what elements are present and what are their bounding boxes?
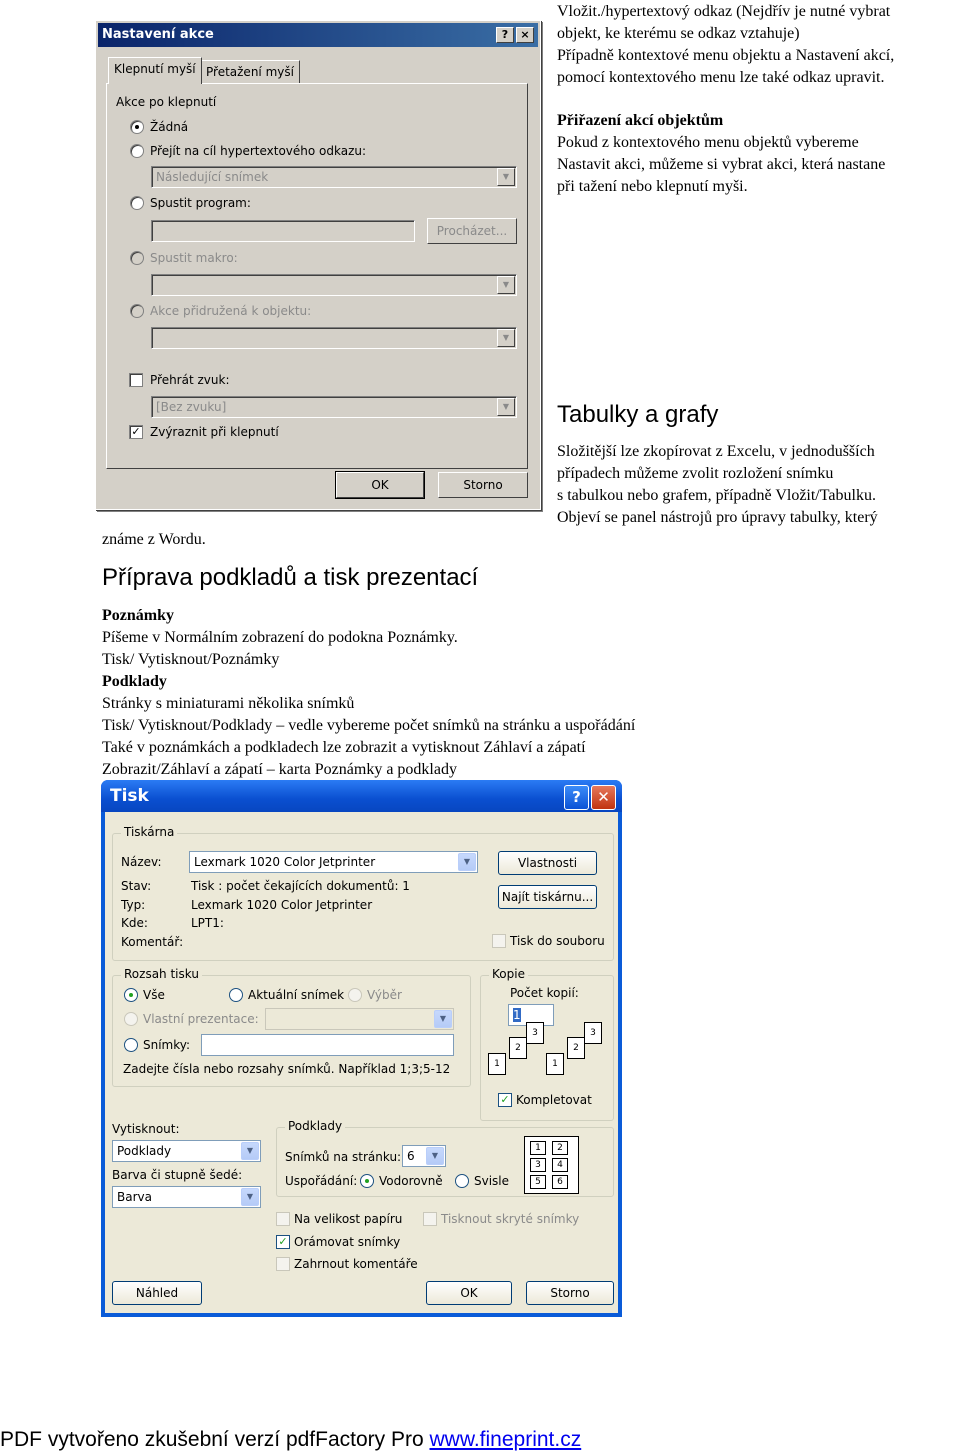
group-label: Podklady [285, 1119, 345, 1133]
print-to-file-label: Tisk do souboru [510, 934, 605, 948]
include-comments-label: Zahrnout komentáře [294, 1257, 418, 1271]
text-line: Objeví se panel nástrojů pro úpravy tabulky, který [557, 509, 878, 526]
chevron-down-icon[interactable]: ▼ [241, 1188, 259, 1206]
text-line: objekt, ke kterému se odkaz vztahuje) [557, 25, 800, 42]
print-dialog [101, 780, 622, 1317]
radio-current-slide-label: Aktuální snímek [248, 988, 345, 1002]
page-icon: 1 [488, 1053, 506, 1075]
mini-slide: 5 [530, 1175, 546, 1189]
comment-label: Komentář: [121, 935, 184, 949]
chevron-down-icon[interactable]: ▼ [497, 168, 515, 186]
macro-select[interactable] [151, 274, 517, 296]
radio-hyperlink-label: Přejít na cíl hypertextového odkazu: [150, 144, 367, 158]
order-label: Uspořádání: [285, 1174, 358, 1188]
footer-link[interactable]: www.fineprint.cz [429, 1428, 582, 1451]
radio-object-action[interactable] [130, 304, 144, 318]
radio-program-label: Spustit program: [150, 196, 251, 210]
radio-all-label: Vše [143, 988, 165, 1002]
action-settings-dialog [95, 20, 541, 510]
select-value: [Bez zvuku] [156, 400, 227, 414]
object-action-select[interactable] [151, 327, 517, 349]
include-comments-checkbox[interactable] [276, 1257, 290, 1271]
radio-custom-show[interactable] [124, 1012, 138, 1026]
radio-slides-label: Snímky: [143, 1038, 191, 1052]
pdf-footer [0, 1426, 581, 1454]
text-line: pomocí kontextového menu lze také odkaz upravit. [557, 69, 885, 86]
handouts-heading: Podklady [102, 673, 167, 690]
per-page-label: Snímků na stránku: [285, 1150, 402, 1164]
ok-button[interactable]: OK [426, 1281, 512, 1305]
dialog-title: Nastavení akce [102, 27, 214, 42]
dialog-body [105, 812, 618, 1313]
chevron-down-icon[interactable]: ▼ [497, 329, 515, 347]
printer-name-select[interactable] [189, 851, 478, 873]
custom-show-select[interactable] [265, 1008, 454, 1030]
frame-slides-label: Orámovat snímky [294, 1235, 401, 1249]
mini-slide: 3 [530, 1158, 546, 1172]
group-label: Tiskárna [121, 825, 177, 839]
where-label: Kde: [121, 916, 148, 930]
group-label: Kopie [489, 967, 528, 981]
scale-to-paper-label: Na velikost papíru [294, 1212, 403, 1226]
help-button[interactable]: ? [496, 27, 514, 43]
radio-horizontal-label: Vodorovně [379, 1174, 443, 1188]
slides-input[interactable] [201, 1034, 454, 1056]
find-printer-button[interactable]: Najít tiskárnu... [498, 885, 597, 909]
collate-checkbox[interactable]: ✓ [498, 1093, 512, 1107]
tables-heading: Tabulky a grafy [557, 401, 719, 428]
dialog-titlebar [101, 780, 622, 812]
radio-macro[interactable] [130, 251, 144, 265]
print-to-file-checkbox[interactable] [492, 934, 506, 948]
notes-heading: Poznámky [102, 607, 174, 624]
select-value: Barva [117, 1190, 152, 1204]
text-line: případech můžeme zvolit rozložení snímku [557, 465, 834, 482]
text-line: Tisk/ Vytisknout/Podklady – vedle vybereme počet snímků na stránku a uspořádání [102, 717, 636, 734]
close-button[interactable]: ✕ [591, 785, 616, 810]
prep-body [102, 605, 862, 781]
print-what-select[interactable] [112, 1140, 261, 1162]
mini-slide: 4 [552, 1158, 568, 1172]
ok-button[interactable]: OK [336, 472, 424, 498]
text-line: Složitější lze zkopírovat z Excelu, v jednodušších [557, 443, 875, 460]
help-button[interactable]: ? [564, 785, 589, 810]
radio-hyperlink[interactable] [130, 144, 144, 158]
where-value: LPT1: [191, 916, 224, 930]
per-page-select[interactable] [402, 1145, 446, 1167]
assign-heading: Přiřazení akcí objektům [557, 112, 724, 129]
text-line: Také v poznámkách a podkladech lze zobrazit a vytisknout Záhlaví a zápatí [102, 739, 586, 756]
status-value: Tisk : počet čekajících dokumentů: 1 [191, 879, 410, 893]
radio-program[interactable] [130, 196, 144, 210]
text-line: při tažení nebo klepnutí myši. [557, 178, 748, 195]
footer-text: PDF vytvořeno zkušební verzí pdfFactory Pro [0, 1428, 430, 1451]
highlight-label: Zvýraznit při klepnutí [150, 425, 279, 439]
chevron-down-icon[interactable]: ▼ [241, 1142, 259, 1160]
select-value: Lexmark 1020 Color Jetprinter [194, 855, 376, 869]
color-select[interactable] [112, 1186, 261, 1208]
dialog-title: Tisk [110, 786, 149, 806]
radio-macro-label: Spustit makro: [150, 251, 238, 265]
text-line: Stránky s miniaturami několika snímků [102, 695, 355, 712]
tab-label: Přetažení myší [206, 65, 294, 79]
text-line: Vložit./hypertextový odkaz (Nejdřív je nutné vybrat [557, 3, 891, 20]
radio-horizontal[interactable] [360, 1174, 374, 1188]
status-label: Stav: [121, 879, 152, 893]
text-line: Pokud z kontextového menu objektů vybereme [557, 134, 859, 151]
page-icon: 2 [567, 1037, 585, 1059]
group-label: Rozsah tisku [121, 967, 202, 981]
frame-slides-checkbox[interactable]: ✓ [276, 1235, 290, 1249]
highlight-checkbox[interactable]: ✓ [129, 425, 143, 439]
mini-slide: 6 [552, 1175, 568, 1189]
hyperlink-select[interactable] [151, 166, 517, 188]
print-hidden-checkbox[interactable] [423, 1212, 437, 1226]
page-icon: 1 [546, 1053, 564, 1075]
tab-mouse-over[interactable] [200, 60, 300, 84]
chevron-down-icon[interactable]: ▼ [434, 1010, 452, 1028]
print-what-label: Vytisknout: [112, 1122, 180, 1136]
dialog-titlebar [98, 23, 538, 47]
radio-none[interactable] [130, 120, 144, 134]
radio-vertical[interactable] [455, 1174, 469, 1188]
properties-button[interactable]: Vlastnosti [498, 851, 597, 875]
name-label: Název: [121, 855, 162, 869]
radio-none-label: Žádná [150, 120, 189, 134]
radio-selection[interactable] [348, 988, 362, 1002]
tables-paragraph [557, 441, 957, 529]
tab-label: Klepnutí myší [114, 62, 196, 76]
prep-heading: Příprava podkladů a tisk prezentací [102, 564, 479, 591]
text-line: Tisk/ Vytisknout/Poznámky [102, 651, 280, 668]
sound-select[interactable] [151, 396, 517, 418]
select-value: Následující snímek [156, 170, 269, 184]
select-value: 6 [407, 1149, 415, 1163]
program-input[interactable] [151, 220, 415, 242]
play-sound-label: Přehrát zvuk: [150, 373, 230, 387]
copies-label: Počet kopií: [510, 986, 579, 1000]
page-icon: 3 [526, 1022, 544, 1044]
chevron-down-icon[interactable]: ▼ [426, 1147, 444, 1165]
print-hidden-label: Tisknout skryté snímky [441, 1212, 580, 1226]
hyperlink-paragraph [557, 1, 957, 89]
page-icon: 2 [509, 1037, 527, 1059]
radio-slides[interactable] [124, 1038, 138, 1052]
range-hint: Zadejte čísla nebo rozsahy snímků. Například 1;3;5-12 [123, 1062, 451, 1076]
radio-vertical-label: Svisle [474, 1174, 510, 1188]
close-button[interactable]: × [516, 27, 534, 43]
mini-slide: 1 [530, 1141, 546, 1155]
group-label: Akce po klepnutí [116, 95, 217, 109]
preview-button[interactable]: Náhled [112, 1281, 202, 1305]
tab-mouse-click[interactable] [108, 57, 202, 84]
copies-value: 1 [513, 1008, 521, 1022]
radio-object-action-label: Akce přidružená k objektu: [150, 304, 312, 318]
radio-custom-show-label: Vlastní prezentace: [143, 1012, 259, 1026]
text-line: Nastavit akci, můžeme si vybrat akci, která nastane [557, 156, 886, 173]
text-line: Případně kontextové menu objektu a Nastavení akcí, [557, 47, 895, 64]
radio-selection-label: Výběr [367, 988, 402, 1002]
type-value: Lexmark 1020 Color Jetprinter [191, 898, 373, 912]
text-line: Píšeme v Normálním zobrazení do podokna Poznámky. [102, 629, 458, 646]
select-value: Podklady [117, 1144, 172, 1158]
cancel-button[interactable]: Storno [438, 472, 528, 498]
text-line: Zobrazit/Záhlaví a zápatí – karta Poznámky a podklady [102, 761, 457, 778]
chevron-down-icon[interactable]: ▼ [458, 853, 476, 871]
play-sound-checkbox[interactable] [129, 373, 143, 387]
assign-actions-section [557, 110, 957, 198]
browse-button[interactable]: Procházet... [427, 218, 517, 244]
text-line: s tabulkou nebo grafem, případně Vložit/Tabulku. [557, 487, 876, 504]
color-label: Barva či stupně šedé: [112, 1168, 243, 1182]
chevron-down-icon[interactable]: ▼ [497, 276, 515, 294]
type-label: Typ: [121, 898, 146, 912]
radio-all[interactable] [124, 988, 138, 1002]
cancel-button[interactable]: Storno [526, 1281, 614, 1305]
chevron-down-icon[interactable]: ▼ [497, 398, 515, 416]
scale-to-paper-checkbox[interactable] [276, 1212, 290, 1226]
page-icon: 3 [584, 1022, 602, 1044]
mini-slide: 2 [552, 1141, 568, 1155]
collate-label: Kompletovat [516, 1093, 592, 1107]
radio-current-slide[interactable] [229, 988, 243, 1002]
continuation-text: známe z Wordu. [102, 531, 206, 548]
